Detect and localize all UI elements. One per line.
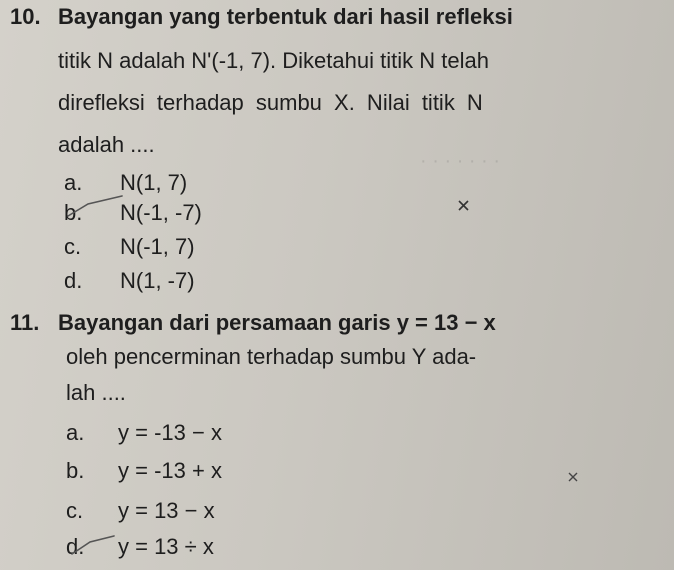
question-10-number: 10. (10, 4, 41, 29)
q11-option-c-letter: c. (66, 498, 84, 523)
q11-option-a-text: y = -13 − x (118, 420, 222, 445)
q11-option-a-letter: a. (66, 420, 85, 445)
q11-option-d-text: y = 13 ÷ x (118, 534, 214, 559)
question-11-number: 11. (10, 310, 40, 335)
q10-option-c-text: N(-1, 7) (120, 234, 195, 259)
q10-option-d-letter: d. (64, 268, 83, 293)
q10-option-a-text: N(1, 7) (120, 170, 188, 195)
pencil-tick-mark (62, 190, 142, 230)
q11-option-c-text: y = 13 − x (118, 498, 215, 523)
q11-option-d-letter: d. (66, 534, 85, 559)
q10-option-a-letter: a. (64, 170, 83, 195)
pencil-x-mark (456, 198, 472, 214)
question-11-line-2: oleh pencerminan terhadap sumbu Y ada- (66, 344, 477, 369)
pencil-tick-mark (68, 528, 128, 564)
pencil-x-mark (566, 470, 580, 484)
question-10-line-4: adalah .... (58, 132, 155, 157)
q10-option-b-text: N(-1, -7) (120, 200, 202, 225)
question-10-line-3: direfleksi terhadap sumbu X. Nilai titik N (58, 90, 483, 115)
question-11-line-3: lah .... (66, 380, 126, 405)
question-10-line-2: titik N adalah N'(-1, 7). Diketahui titik N telah (58, 48, 489, 73)
q11-option-b-text: y = -13 + x (118, 458, 222, 483)
q10-option-d-text: N(1, -7) (120, 268, 195, 293)
question-11-line-1: Bayangan dari persamaan garis y = 13 − x (58, 310, 496, 335)
q10-option-c-letter: c. (64, 234, 82, 259)
q11-option-b-letter: b. (66, 458, 85, 483)
question-10-line-1: Bayangan yang terbentuk dari hasil refleksi (58, 4, 513, 29)
show-through-text: · · · · · · · (420, 150, 500, 172)
q10-option-b-letter: b. (64, 200, 83, 225)
